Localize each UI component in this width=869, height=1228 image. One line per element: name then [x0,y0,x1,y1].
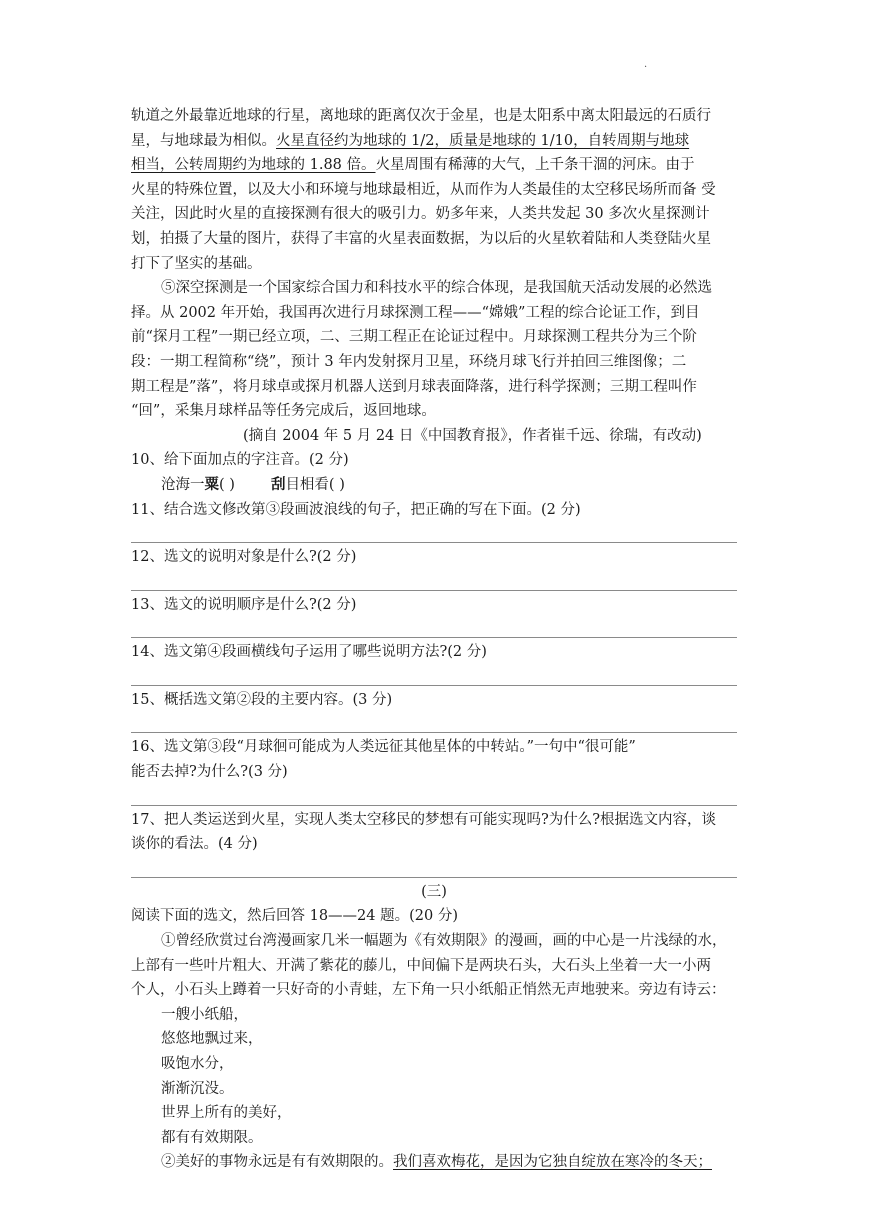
poem-line: 渐渐沉没。 [161,1080,234,1097]
poem-line: 世界上所有的美好， [161,1105,292,1122]
poem-line: 吸饱水分， [161,1056,234,1072]
dotted-char: 粟 [204,475,219,493]
underlined-sentence: 相当，公转周期约为地球的 1.88 倍。 [131,157,376,174]
source-citation: (摘自 2004 年 5 月 24 日《中国教育报》，作者崔千远、徐瑞，有改动) [243,427,702,444]
pinyin-item-text: 沧海一 [161,476,205,493]
passage-line: 前“探月工程”一期已经立项，二、三期工程正在论证过程中。月球探测工程共分为三个阶 [131,329,697,346]
answer-paren: ( ) [219,476,235,493]
section-intro: 阅读下面的选文，然后回答 18——24 题。(20 分) [131,908,458,925]
passage-line: 择。从 2002 年开始，我国再次进行月球探测工程——“嫦娥”工程的综合论证工作，到目 [131,304,700,321]
poem-line: 悠悠地飘过来， [161,1031,263,1048]
question-17-cont: 谈你的看法。(4 分) [131,836,258,853]
passage-text: ②美好的事物永远是有有效期限的。 [161,1154,393,1171]
passage-line: “回”，采集月球样品等任务完成后，返回地球。 [131,403,436,420]
question-12: 12、选文的说明对象是什么?(2 分) [131,549,357,566]
question-17: 17、把人类运送到火星，实现人类太空移民的梦想有可能实现吗?为什么?根据选文内容，谈 [131,811,716,828]
answer-line[interactable] [131,617,737,638]
question-13: 13、选文的说明顺序是什么?(2 分) [131,596,357,613]
passage-line [131,129,737,154]
question-11: 11、结合选文修改第③段画波浪线的句子，把正确的写在下面。(2 分) [131,501,581,518]
section-heading: (三) [421,883,447,900]
passage-line [131,153,737,178]
header-dot: · [644,62,648,73]
passage-line: 关注，因此时火星的直接探测有很大的吸引力。奶多年来，人类共发起 30 多次火星探测计 [131,206,710,223]
passage-line: 个人，小石头上蹲着一只好奇的小青蛙，左下角一只小纸船正悄然无声地驶来。旁边有诗云： [131,982,726,999]
passage-text: 火星周围有稀薄的大气，上千条干涸的河床。由于 [375,157,695,174]
passage-line: 上部有一些叶片粗大、开满了紫花的藤儿，中间偏下是两块石头，大石头上坐着一大一小两 [131,957,711,974]
underlined-sentence: 我们喜欢梅花，是因为它独自绽放在寒冷的冬天； [393,1154,712,1171]
underlined-sentence: 火星直径约为地球的 1/2，质量是地球的 1/10，自转周期与地球 [276,132,690,149]
passage-line: 轨道之外最靠近地球的行星，离地球的距离仅次于金星，也是太阳系中离太阳最远的石质行 [131,108,711,124]
passage-text: 星，与地球最为相似。 [131,132,276,149]
exam-content [131,104,737,1175]
question-16-cont: 能否去掉?为什么?(3 分) [131,764,288,781]
passage-line: 段：一期工程简称“绕”，预计 3 年内发射探月卫星，环绕月球飞行并拍回三维图像；二 [131,353,687,370]
passage-line [131,1150,737,1175]
answer-line[interactable] [131,857,737,878]
question-10: 10、给下面加点的字注音。(2 分) [131,452,349,469]
answer-line[interactable] [131,665,737,686]
question-16: 16、选文第③段“月球徊可能成为人类远征其他星体的中转站。”一句中“很可能” [131,739,636,756]
answer-paren: 目相看( ) [285,476,345,493]
pinyin-items [131,473,737,498]
passage-line: 划，拍摄了大量的图片，获得了丰富的火星表面数据，为以后的火星软着陆和人类登陆火星 [131,230,711,247]
poem-line: 都有有效期限。 [161,1129,263,1146]
answer-line[interactable] [131,785,737,806]
passage-line: ①曾经欣赏过台湾漫画家几米一幅题为《有效期限》的漫画，画的中心是一片浅绿的水， [161,933,727,950]
answer-line[interactable] [131,522,737,543]
answer-line[interactable] [131,712,737,733]
passage-line: 火星的特殊位置，以及大小和环境与地球最相近，从而作为人类最佳的太空移民场所而备 受 [131,181,716,198]
passage-line: ⑤深空探测是一个国家综合国力和科技水平的综合体现，是我国航天活动发展的必然选 [161,280,712,297]
answer-line[interactable] [131,570,737,591]
dotted-char: 刮 [270,475,286,493]
question-15: 15、概括选文第②段的主要内容。(3 分) [131,691,393,708]
question-14: 14、选文第④段画横线句子运用了哪些说明方法?(2 分) [131,644,487,661]
poem-line: 一艘小纸船， [161,1006,248,1023]
passage-line: 打下了坚实的基础。 [131,255,262,272]
passage-line: 期工程是”落”，将月球卓或探月机器人送到月球表面降落，进行科学探测；三期工程叫作 [131,378,697,395]
